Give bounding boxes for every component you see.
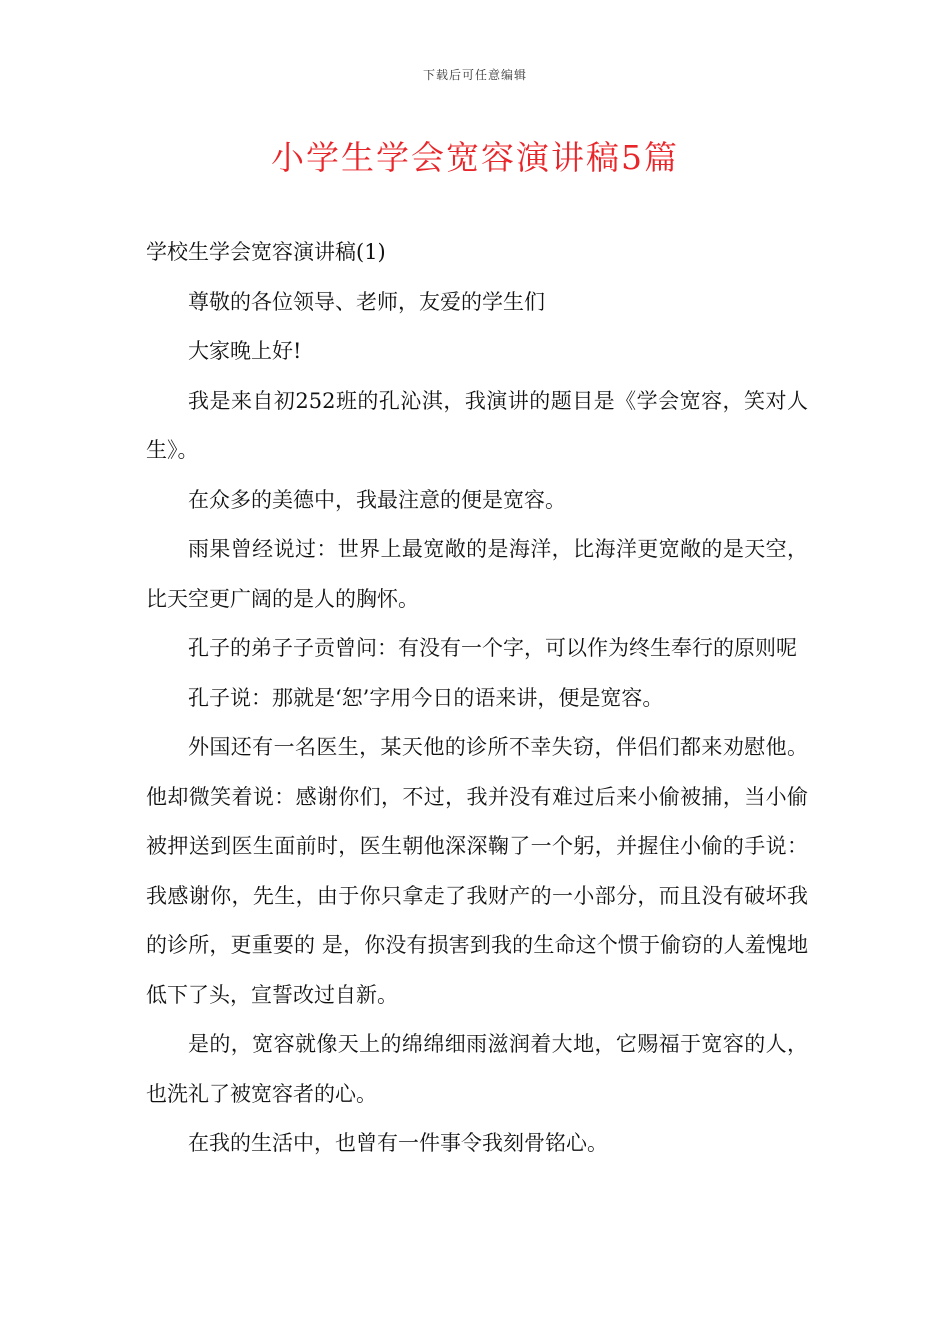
header-note: 下载后可任意编辑: [422, 68, 527, 82]
paragraph-greeting: 尊敬的各位领导、老师，友爱的学生们: [188, 289, 545, 314]
paragraph-evening: 大家晚上好!: [188, 339, 302, 363]
document-title: 小学生学会宽容演讲稿5篇: [271, 138, 679, 177]
paragraph-intro: 我是来自初252班的孔沁淇，我演讲的题目是《学会宽容，笑对人生》。: [146, 388, 808, 462]
paragraph-confucius: 孔子说：那就是‘恕’字用今日的语来讲，便是宽容。: [188, 685, 664, 710]
section-heading: 学校生学会宽容演讲稿(1): [146, 240, 386, 264]
document-body: [146, 228, 808, 1169]
paragraph-memory: 在我的生活中，也曾有一件事令我刻骨铭心。: [188, 1131, 608, 1155]
paragraph-rain: 是的，宽容就像天上的绵绵细雨滋润着大地，它赐福于宽容的人，也洗礼了被宽容者的心。: [146, 1032, 808, 1106]
paragraph-virtue: 在众多的美德中，我最注意的便是宽容。: [188, 487, 566, 512]
paragraph-doctor: 外国还有一名医生，某天他的诊所不幸失窃，伴侣们都来劝慰他。他却微笑着说：感谢你们，不过，我并没有难过后来小偷被捕，当小偷被押送到医生面前时，医生朝他深深鞠了一个躬，并握住小偷的手说：我感谢你，先生，由于你只拿走了我财产的一小部分，而且没有破坏我的诊所，更重要的 是，你没有损害到我的生命这个惯于偷窃的人羞愧地低下了头，宣誓改过自新。: [146, 735, 808, 1007]
paragraph-hugo: 雨果曾经说过：世界上最宽敞的是海洋，比海洋更宽敞的是天空，比天空更广阔的是人的胸怀。: [146, 537, 808, 611]
paragraph-zigong: 孔子的弟子子贡曾问：有没有一个字，可以作为终生奉行的原则呢: [188, 636, 797, 660]
